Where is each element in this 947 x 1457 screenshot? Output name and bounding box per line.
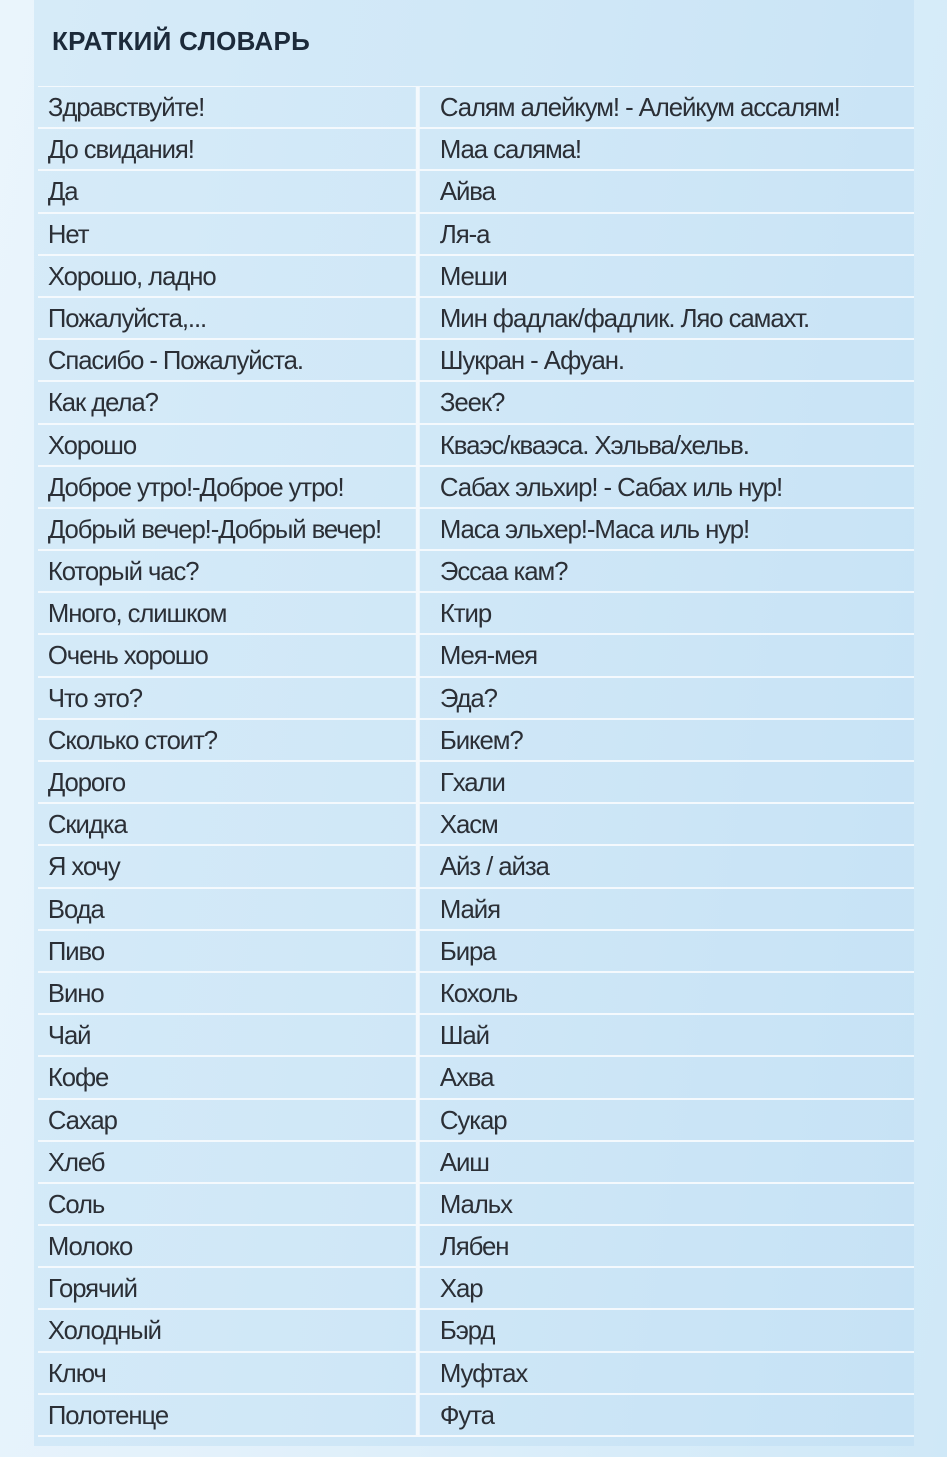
russian-phrase: Соль (38, 1184, 420, 1224)
russian-phrase: Очень хорошо (38, 635, 420, 675)
arabic-transliteration: Гхали (439, 767, 505, 797)
arabic-transliteration: Айва (439, 176, 495, 207)
arabic-transliteration: Меши (439, 260, 507, 291)
vocab-row (38, 1142, 914, 1184)
arabic-transliteration: Хасм (439, 809, 498, 840)
vocab-row (38, 551, 914, 593)
russian-phrase: Пиво (38, 931, 420, 971)
russian-phrase: Хорошо (38, 425, 420, 465)
vocab-row (38, 889, 914, 931)
arabic-transliteration: Кохоль (439, 977, 518, 1008)
vocab-row (38, 382, 914, 424)
arabic-transliteration: Эссаа кам? (439, 556, 568, 587)
russian-phrase: Сколько стоит? (38, 720, 420, 760)
arabic-transliteration: Хар (439, 1273, 483, 1304)
arabic-transliteration: Кваэс/кваэса. Хэльва/хельв. (439, 429, 749, 460)
vocab-row (38, 635, 914, 677)
arabic-transliteration: Майя (439, 893, 501, 924)
vocab-row (38, 467, 914, 509)
arabic-transliteration: Мея-мея (439, 640, 537, 671)
arabic-transliteration: Сабах эльхир! - Сабах иль нур! (439, 471, 783, 502)
arabic-transliteration: Маа саляма! (439, 134, 581, 165)
arabic-transliteration: Мальх (439, 1188, 512, 1219)
arabic-transliteration: Айз / айза (439, 851, 549, 882)
russian-phrase: Что это? (38, 678, 420, 718)
arabic-transliteration: Шай (439, 1020, 489, 1051)
vocab-row (38, 762, 914, 804)
russian-phrase: Вино (38, 973, 420, 1013)
russian-phrase: Дорого (38, 762, 420, 802)
arabic-transliteration: Мин фадлак/фадлик. Ляо самахт. (439, 302, 810, 333)
russian-phrase: Да (38, 171, 420, 211)
arabic-transliteration: Ля-а (439, 218, 490, 249)
arabic-transliteration: Бикем? (439, 724, 523, 755)
russian-phrase: Хорошо, ладно (38, 256, 420, 296)
vocab-row (38, 171, 914, 213)
vocabulary-table (38, 86, 914, 1437)
russian-phrase: Я хочу (38, 846, 420, 886)
vocab-row (38, 846, 914, 888)
vocab-row (38, 1310, 914, 1352)
russian-phrase: Нет (38, 214, 420, 254)
russian-phrase: Кофе (38, 1057, 420, 1097)
vocab-row (38, 340, 914, 382)
russian-phrase: Как дела? (38, 382, 420, 422)
arabic-transliteration: Шукран - Афуан. (439, 345, 624, 376)
russian-phrase: Пожалуйста,... (38, 298, 420, 338)
russian-phrase: До свидания! (38, 129, 420, 169)
vocab-row (38, 720, 914, 762)
vocab-row (38, 1100, 914, 1142)
russian-phrase: Доброе утро!-Доброе утро! (38, 467, 420, 507)
arabic-transliteration: Эда? (439, 682, 497, 713)
arabic-transliteration: Зеек? (439, 387, 505, 418)
vocab-row (38, 298, 914, 340)
russian-phrase: Молоко (38, 1226, 420, 1266)
vocab-row (38, 1353, 914, 1395)
arabic-transliteration: Муфтах (439, 1357, 528, 1388)
vocab-row (38, 804, 914, 846)
arabic-transliteration: Лябен (439, 1231, 509, 1262)
vocab-row (38, 1184, 914, 1226)
page-title: КРАТКИЙ СЛОВАРЬ (52, 26, 311, 56)
arabic-transliteration: Ахва (439, 1062, 494, 1093)
russian-phrase: Холодный (38, 1310, 420, 1350)
arabic-transliteration: Бэрд (439, 1315, 495, 1346)
vocab-row (38, 129, 914, 171)
russian-phrase: Скидка (38, 804, 420, 844)
russian-phrase: Вода (38, 889, 420, 929)
russian-phrase: Чай (38, 1015, 420, 1055)
vocab-row (38, 1268, 914, 1310)
russian-phrase: Много, слишком (38, 593, 420, 633)
russian-phrase: Сахар (38, 1100, 420, 1140)
vocab-row (38, 1057, 914, 1099)
russian-phrase: Здравствуйте! (38, 87, 420, 127)
arabic-transliteration: Аиш (439, 1146, 489, 1177)
russian-phrase: Который час? (38, 551, 420, 591)
vocab-row (38, 678, 914, 720)
arabic-transliteration: Салям алейкум! - Алейкум ассалям! (439, 92, 840, 122)
arabic-transliteration: Бира (439, 935, 496, 966)
russian-phrase: Добрый вечер!-Добрый вечер! (38, 509, 420, 549)
arabic-transliteration: Фута (439, 1399, 494, 1430)
russian-phrase: Ключ (38, 1353, 420, 1393)
russian-phrase: Горячий (38, 1268, 420, 1308)
vocab-row (38, 1226, 914, 1268)
vocab-row (38, 87, 914, 129)
russian-phrase: Спасибо - Пожалуйста. (38, 340, 420, 380)
vocab-row (38, 973, 914, 1015)
vocab-row (38, 509, 914, 551)
arabic-transliteration: Сукар (439, 1104, 507, 1135)
vocab-row (38, 1395, 914, 1437)
vocab-row (38, 256, 914, 298)
russian-phrase: Полотенце (38, 1395, 420, 1435)
arabic-transliteration: Ктир (439, 598, 492, 629)
arabic-transliteration: Маса эльхер!-Маса иль нур! (439, 513, 750, 544)
vocab-row (38, 425, 914, 467)
vocab-row (38, 1015, 914, 1057)
vocab-row (38, 931, 914, 973)
russian-phrase: Хлеб (38, 1142, 420, 1182)
vocab-row (38, 593, 914, 635)
vocab-row (38, 214, 914, 256)
